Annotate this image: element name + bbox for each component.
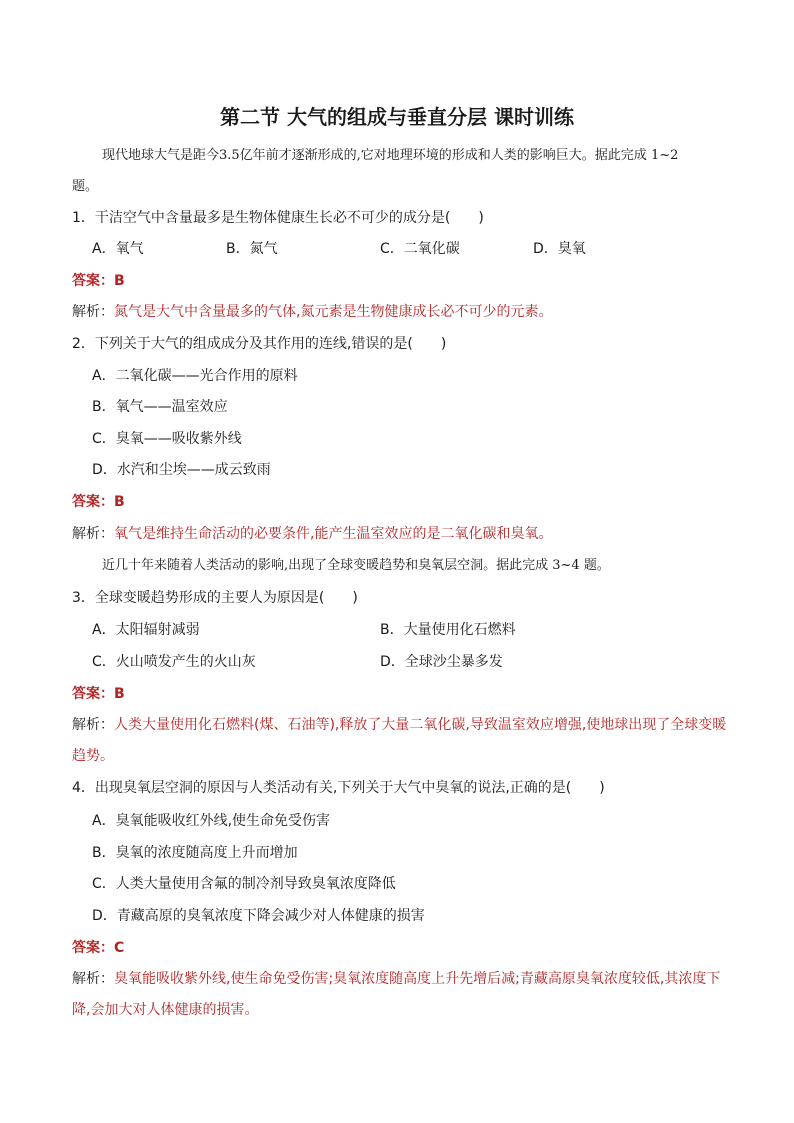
intro-passage-1-line-2: 题。 bbox=[72, 179, 99, 194]
question-2-option-a: A．二氧化碳——光合作用的原料 bbox=[92, 368, 298, 384]
question-3-explanation-line-2: 趋势。 bbox=[72, 748, 114, 764]
question-1-option-d: D．臭氧 bbox=[533, 241, 586, 257]
question-2-option-d: D．水汽和尘埃——成云致雨 bbox=[92, 462, 271, 478]
question-4-answer bbox=[72, 938, 124, 958]
question-3-option-b: B．大量使用化石燃料 bbox=[380, 622, 516, 638]
explanation-text: 氧气是维持生命活动的必要条件,能产生温室效应的是二氧化碳和臭氧。 bbox=[114, 526, 553, 542]
intro-passage-1-line-1: 现代地球大气是距今3.5亿年前才逐渐形成的,它对地理环境的形成和人类的影响巨大。据此完成 1~2 bbox=[102, 148, 679, 163]
answer-value: B bbox=[114, 686, 125, 702]
explanation-text-line-1: 人类大量使用化石燃料(煤、石油等),释放了大量二氧化碳,导致温室效应增强,使地球出现了全球变暖 bbox=[114, 717, 727, 733]
answer-label: 答案： bbox=[72, 494, 114, 510]
question-4-explanation bbox=[72, 969, 720, 989]
question-1-option-a: A．氧气 bbox=[92, 241, 144, 257]
question-3-option-c: C．火山喷发产生的火山灰 bbox=[92, 654, 256, 670]
question-4-stem: 4．出现臭氧层空洞的原因与人类活动有关,下列关于大气中臭氧的说法,正确的是( ) bbox=[72, 780, 605, 796]
answer-label: 答案： bbox=[72, 273, 114, 289]
question-2-stem: 2．下列关于大气的组成成分及其作用的连线,错误的是( ) bbox=[72, 336, 447, 352]
intro-passage-2: 近几十年来随着人类活动的影响,出现了全球变暖趋势和臭氧层空洞。据此完成 3~4 题。 bbox=[102, 558, 610, 573]
question-3-option-d: D．全球沙尘暴多发 bbox=[380, 654, 503, 670]
question-1-answer bbox=[72, 271, 125, 291]
explanation-label: 解析： bbox=[72, 971, 114, 987]
question-4-option-a: A．臭氧能吸收红外线,使生命免受伤害 bbox=[92, 813, 331, 829]
question-4-option-c: C．人类大量使用含氟的制冷剂导致臭氧浓度降低 bbox=[92, 876, 396, 892]
page-title: 第二节 大气的组成与垂直分层 课时训练 bbox=[220, 105, 574, 129]
question-2-option-c: C．臭氧——吸收紫外线 bbox=[92, 431, 242, 447]
question-2-explanation bbox=[72, 524, 552, 544]
question-2-answer bbox=[72, 492, 125, 512]
question-1-stem: 1．干洁空气中含量最多是生物体健康生长必不可少的成分是( ) bbox=[72, 210, 484, 226]
question-3-answer bbox=[72, 684, 125, 704]
answer-value: B bbox=[114, 494, 125, 510]
answer-label: 答案： bbox=[72, 940, 114, 956]
question-1-option-b: B．氮气 bbox=[226, 241, 278, 257]
question-3-stem: 3．全球变暖趋势形成的主要人为原因是( ) bbox=[72, 590, 358, 606]
question-1-option-c: C．二氧化碳 bbox=[380, 241, 460, 257]
question-1-explanation bbox=[72, 302, 552, 322]
explanation-text: 氮气是大气中含量最多的气体,氮元素是生物健康成长必不可少的元素。 bbox=[114, 304, 553, 320]
question-3-explanation bbox=[72, 715, 726, 735]
question-4-explanation-line-2: 降,会加大对人体健康的损害。 bbox=[72, 1002, 259, 1018]
answer-value: C bbox=[114, 940, 125, 956]
explanation-text-line-1: 臭氧能吸收紫外线,使生命免受伤害;臭氧浓度随高度上升先增后减;青藏高原臭氧浓度较低,其浓度下 bbox=[114, 971, 721, 987]
question-4-option-d: D．青藏高原的臭氧浓度下降会减少对人体健康的损害 bbox=[92, 908, 425, 924]
explanation-label: 解析： bbox=[72, 526, 114, 542]
answer-value: B bbox=[114, 273, 125, 289]
question-4-option-b: B．臭氧的浓度随高度上升而增加 bbox=[92, 845, 298, 861]
question-2-option-b: B．氧气——温室效应 bbox=[92, 399, 228, 415]
explanation-label: 解析： bbox=[72, 304, 114, 320]
question-3-option-a: A．太阳辐射减弱 bbox=[92, 622, 200, 638]
answer-label: 答案： bbox=[72, 686, 114, 702]
explanation-label: 解析： bbox=[72, 717, 114, 733]
